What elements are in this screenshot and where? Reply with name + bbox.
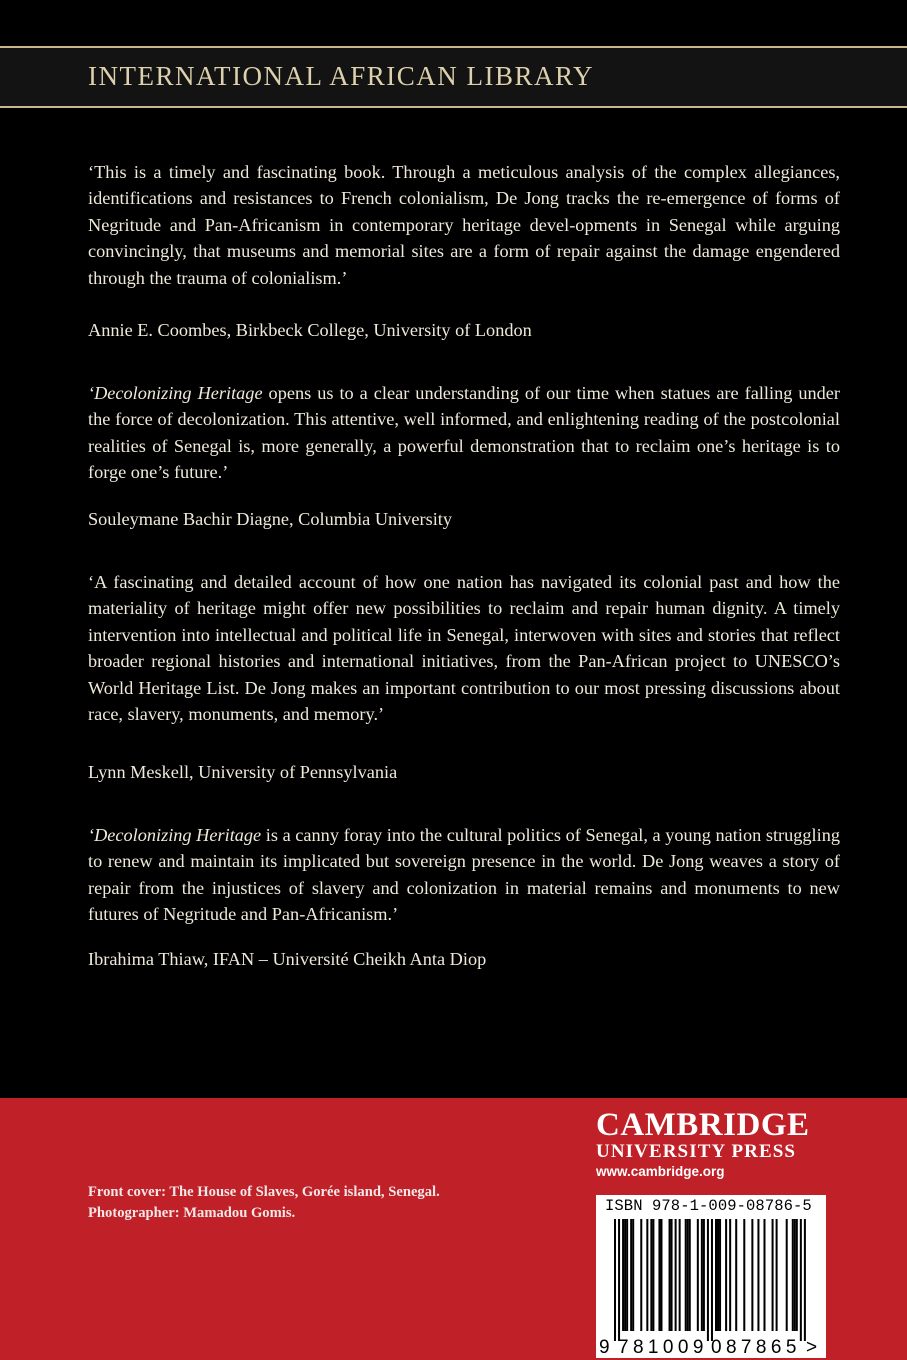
barcode-left-digits: 781009	[618, 1337, 708, 1358]
barcode-bar	[640, 1219, 642, 1331]
publisher-name: CAMBRIDGE	[596, 1107, 810, 1143]
barcode-bar	[729, 1219, 731, 1331]
cover-credit-line-1: Front cover: The House of Slaves, Gorée island, Senegal.	[88, 1184, 440, 1200]
barcode-bar	[717, 1219, 719, 1331]
barcode-bar	[624, 1219, 626, 1331]
barcode-bar	[804, 1219, 806, 1341]
blurb-quote-1	[88, 159, 840, 291]
book-title-italic: ‘Decolonizing Heritage	[88, 825, 262, 845]
blurb-quote-3	[88, 569, 840, 727]
barcode-bar	[626, 1219, 628, 1331]
barcode-bar	[685, 1219, 687, 1331]
barcode-bar	[772, 1219, 774, 1331]
barcode-bar	[630, 1219, 632, 1331]
publisher-logo	[596, 1108, 824, 1181]
barcode-bar	[776, 1219, 778, 1331]
barcode-bar	[679, 1219, 681, 1331]
barcode-quiet-mark: >	[806, 1337, 818, 1358]
barcode-bar	[697, 1219, 699, 1331]
barcode-bar	[687, 1219, 689, 1331]
barcode-bar	[786, 1219, 788, 1331]
barcode-bar	[689, 1219, 691, 1331]
barcode-bar	[671, 1219, 673, 1331]
barcode-bar	[618, 1219, 620, 1341]
cover-credit-line-2: Photographer: Mamadou Gomis.	[88, 1205, 296, 1221]
barcode-bar	[794, 1219, 796, 1331]
barcode-bar	[725, 1219, 727, 1331]
barcode-bar	[658, 1219, 660, 1331]
blurb-quote-2	[88, 380, 840, 486]
barcode-bar	[751, 1219, 753, 1331]
barcode-bar	[743, 1219, 745, 1331]
quote-text: ‘Decolonizing Heritage opens us to a clear understanding of our time when statues are falling under the force of decolonization. This attentive, well informed, and enlightening reading of the postcolonial realities of Senegal is, more generally, a powerful demonstration that to reclaim one’s heritage is to forge one’s future.’	[88, 383, 840, 483]
barcode-bar	[763, 1219, 765, 1331]
barcode-bar	[646, 1219, 648, 1331]
series-banner	[0, 46, 907, 108]
publisher-url[interactable]: www.cambridge.org	[596, 1164, 725, 1179]
barcode-bar	[703, 1219, 705, 1331]
quote-attribution-2: Souleymane Bachir Diagne, Columbia University	[88, 509, 453, 529]
quote-attribution-4: Ibrahima Thiaw, IFAN – Université Cheikh Anta Diop	[88, 949, 487, 969]
quote-text: ‘Decolonizing Heritage is a canny foray into the cultural politics of Senegal, a young nation struggling to renew and maintain its implicated but sovereign presence in the world. De Jong weaves a story of repair from the injustices of slavery and colonization in material remains and monuments to new futures of Negritude and Pan-Africanism.’	[88, 825, 840, 925]
barcode-right-digits: 087865	[711, 1337, 801, 1358]
barcode-bar	[632, 1219, 634, 1331]
barcode-bar	[792, 1219, 794, 1331]
barcode-bar	[757, 1219, 759, 1331]
publisher-press: UNIVERSITY PRESS	[596, 1141, 797, 1162]
isbn-label: ISBN 978-1-009-08786-5	[605, 1197, 812, 1215]
quote-attribution-3: Lynn Meskell, University of Pennsylvania	[88, 762, 398, 782]
series-title: INTERNATIONAL AFRICAN LIBRARY	[88, 61, 595, 91]
barcode-bar	[719, 1219, 721, 1331]
quote-text: ‘This is a timely and fascinating book. Through a meticulous analysis of the complex allegiances, identifications and resistances to French colonialism, De Jong tracks the re-emergence of forms of Negritude and Pan-Africanism in contemporary heritage devel-opments in Senegal while arguing convincingly, that museums and memorial sites are a form of repair against the damage engendered through the trauma of colonialism.’	[88, 162, 840, 288]
quote-text: ‘A fascinating and detailed account of how one nation has navigated its colonial past and how the materiality of heritage might offer new possibilities to reclaim and repair human dignity. A timely intervention into intellectual and political life in Senegal, interwoven with sites and stories that reflect broader regional histories and international initiatives, from the Pan-African project to UNESCO’s World Heritage List. De Jong makes an important contribution to our most pressing discussions about race, slavery, monuments, and memory.’	[88, 572, 840, 725]
barcode-graphic	[596, 1195, 826, 1358]
barcode-bar	[796, 1219, 798, 1331]
publisher-footer	[0, 1098, 907, 1360]
barcode-bar	[711, 1219, 713, 1341]
barcode-bar	[707, 1219, 709, 1341]
book-title-italic: ‘Decolonizing Heritage	[88, 383, 263, 403]
quote-attribution-1: Annie E. Coombes, Birkbeck College, University of London	[88, 320, 532, 340]
barcode-bar	[675, 1219, 677, 1331]
barcode-bar	[652, 1219, 654, 1331]
barcode-bar	[701, 1219, 703, 1331]
blurb-quote-4	[88, 822, 840, 928]
barcode-bar	[660, 1219, 662, 1331]
barcode-bar	[735, 1219, 737, 1331]
barcode-bar	[669, 1219, 671, 1331]
barcode-bar	[622, 1219, 624, 1331]
barcode-bar	[650, 1219, 652, 1331]
barcode-first-digit: 9	[599, 1337, 610, 1358]
isbn-barcode-block	[596, 1195, 826, 1358]
barcode-bar	[800, 1219, 802, 1341]
barcode-bar	[614, 1219, 616, 1341]
cover-credit	[88, 1182, 440, 1224]
barcode-bar	[715, 1219, 717, 1331]
